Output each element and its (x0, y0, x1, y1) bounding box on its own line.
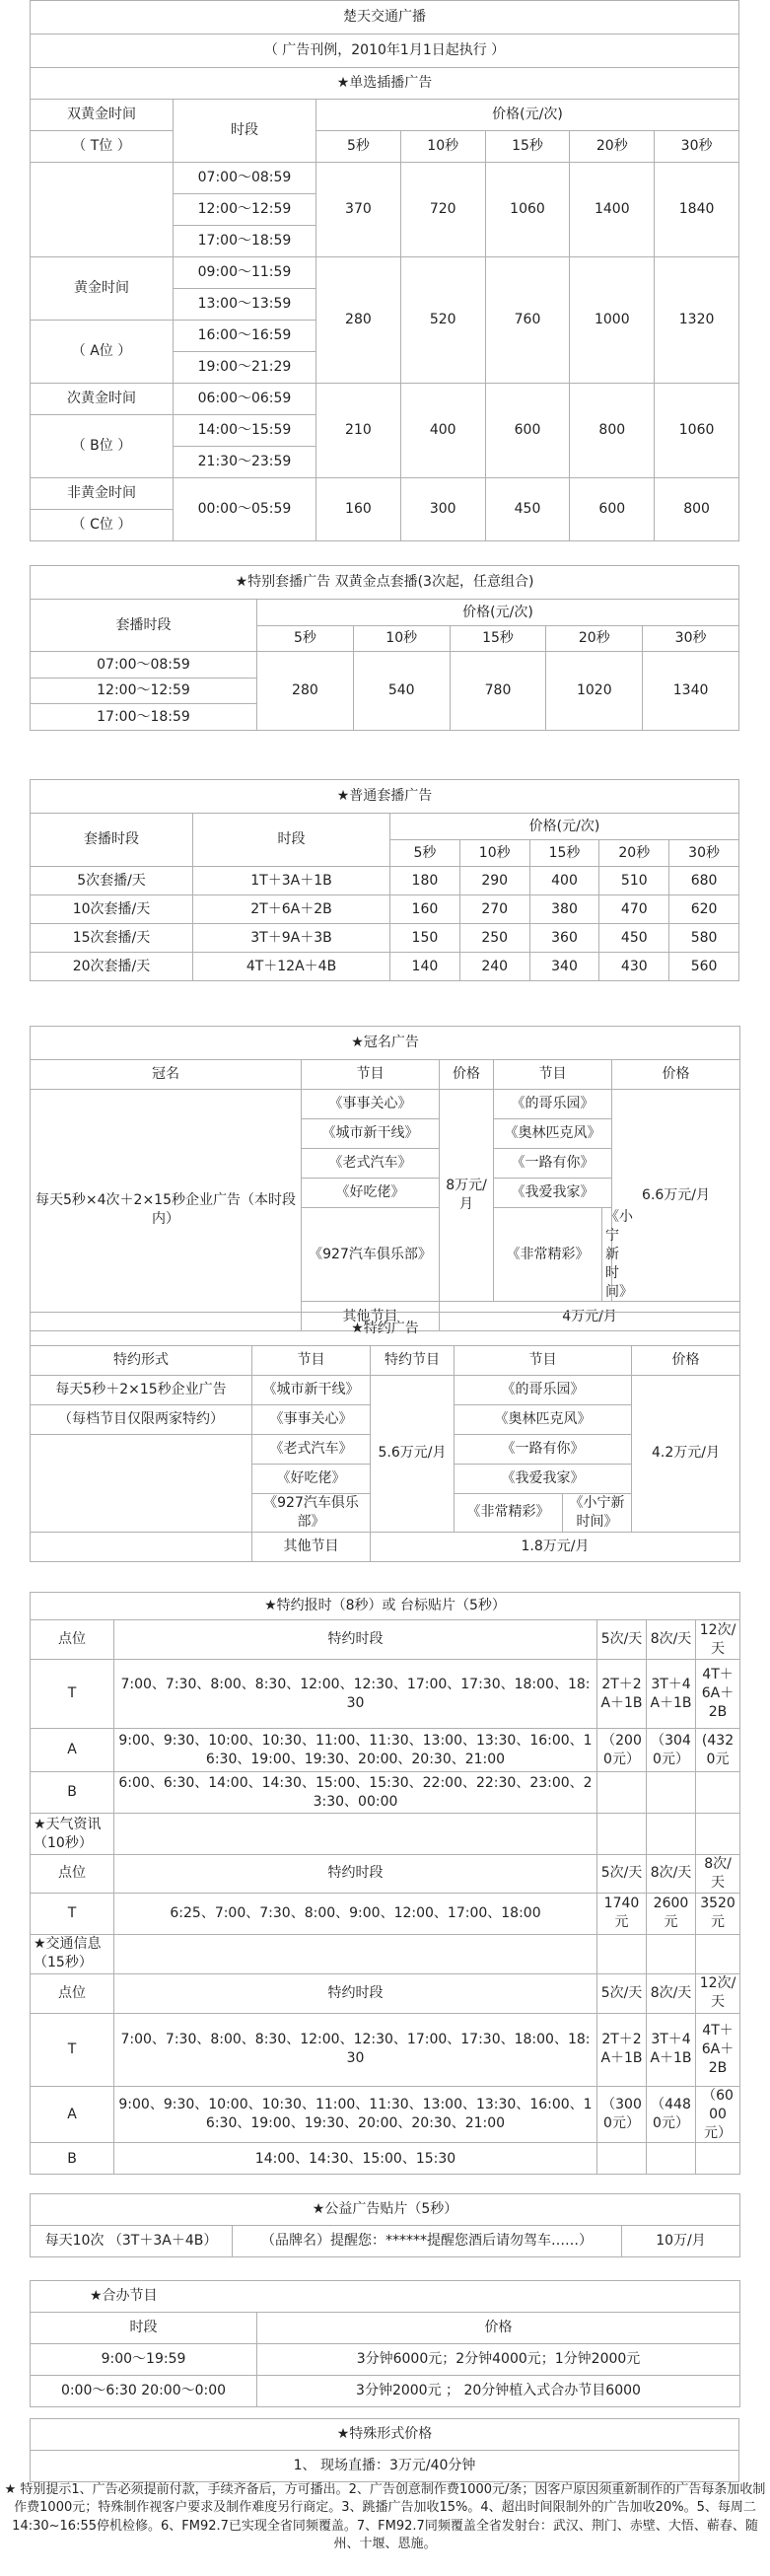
col-5s: 5秒 (390, 840, 460, 867)
table-row (31, 1893, 740, 1934)
blank-cell (647, 1934, 696, 1973)
price-cell: 600 (485, 384, 570, 478)
blank-cell (597, 1772, 647, 1814)
point-cell: B (31, 2143, 114, 2175)
blank-cell (597, 1934, 647, 1973)
price-cell: 560 (669, 953, 739, 981)
price-cell: 210 (316, 384, 401, 478)
table-row (31, 867, 739, 895)
program-name: 《一路有你》 (494, 1149, 612, 1179)
col-12-per-day: 12次/天 (696, 1973, 740, 2013)
set-cell: 20次套播/天 (31, 953, 193, 981)
times-cell: 9:00、9:30、10:00、10:30、11:00、11:30、13:00、13:30、16:00、16:30、19:00、19:30、20:00、20:30、21:00 (114, 2086, 597, 2143)
name-header: 冠名 (31, 1060, 302, 1090)
price-header: 价格(元/次) (390, 814, 739, 840)
sponsor-section (30, 1312, 739, 1562)
price-cell: 240 (459, 953, 529, 981)
package-period-header: 套播时段 (31, 600, 257, 652)
table-row (31, 2086, 740, 2143)
time-slot: 09:00～11:59 (174, 257, 316, 289)
col-15s: 15秒 (529, 840, 599, 867)
public-frequency: 每天10次 （3T＋3A＋4B） (31, 2226, 233, 2257)
col-5s: 5秒 (257, 626, 354, 652)
price-cell: 540 (353, 652, 450, 731)
price-cell: 580 (669, 924, 739, 953)
price-cell: 280 (316, 257, 401, 384)
price-cell: 360 (529, 924, 599, 953)
program-name: 《城市新干线》 (302, 1119, 440, 1149)
period-cell: 9:00～19:59 (31, 2344, 257, 2376)
price-header: 价格 (257, 2313, 740, 2344)
price-b: 4.2万元/月 (632, 1376, 740, 1533)
special-form-title: ★特殊形式价格 (31, 2419, 739, 2451)
col-20s: 20秒 (570, 131, 655, 163)
table-row (31, 924, 739, 953)
normal-package-title: ★普通套播广告 (31, 780, 739, 814)
time-slot: 07:00～08:59 (174, 163, 316, 194)
normal-package-table (30, 779, 739, 981)
price-cell: 140 (390, 953, 460, 981)
price-cell: 3分钟6000元；2分钟4000元；1分钟2000元 (257, 2344, 740, 2376)
single-spot-table (30, 67, 739, 541)
col-20s: 20秒 (546, 626, 643, 652)
sponsor-program-header: 特约节目 (371, 1346, 455, 1376)
program-name: 《奥林匹克风》 (494, 1119, 612, 1149)
crown-title: ★冠名广告 (31, 1027, 740, 1060)
point-header: 点位 (31, 1620, 114, 1660)
group-position: （ A位 ） (31, 321, 174, 384)
price-header: 价格(元/次) (316, 100, 739, 131)
time-report-table (30, 1592, 740, 2175)
point-cell: T (31, 2013, 114, 2086)
price-header: 价格 (632, 1346, 740, 1376)
col-30s: 30秒 (643, 626, 739, 652)
program-name: 《927汽车俱乐部》 (252, 1494, 371, 1533)
other-programs: 其他节目 (302, 1302, 440, 1331)
price-cell: 1060 (655, 384, 739, 478)
combo-cell: 3T＋4A＋1B (647, 1660, 696, 1729)
time-header: 特约时段 (114, 1855, 597, 1894)
col-30s: 30秒 (655, 131, 739, 163)
program-header: 节目 (302, 1060, 440, 1090)
price-cell: （3000元） (597, 2086, 647, 2143)
period-header: 时段 (174, 100, 316, 163)
times-cell: 9:00、9:30、10:00、10:30、11:00、11:30、13:00、13:30、16:00、16:30、19:00、19:30、20:00、20:30、21:00 (114, 1729, 597, 1772)
price-cell: 1740元 (597, 1893, 647, 1934)
crown-section (30, 1026, 739, 1331)
program-name: 《老式汽车》 (252, 1435, 371, 1465)
times-cell: 7:00、7:30、8:00、8:30、12:00、12:30、17:00、17:30、18:00、18:30 (114, 2013, 597, 2086)
price-cell: 520 (400, 257, 485, 384)
sponsor-title: ★特约广告 (31, 1313, 740, 1346)
time-slot: 06:00～06:59 (174, 384, 316, 415)
time-slot: 16:00～16:59 (174, 321, 316, 352)
page-subtitle: （ 广告刊例，2010年1月1日起执行 ） (31, 35, 739, 68)
other-programs: 其他节目 (252, 1532, 371, 1561)
program-name: 《一路有你》 (455, 1435, 632, 1465)
price-cell: 380 (529, 895, 599, 924)
blank-cell (696, 1934, 740, 1973)
gold-header: 双黄金时间 (31, 100, 174, 131)
point-cell: B (31, 1772, 114, 1814)
time-slot: 13:00～13:59 (174, 289, 316, 321)
period-cell: 0:00～6:30 20:00～0:00 (31, 2376, 257, 2407)
time-slot: 12:00～12:59 (31, 679, 257, 704)
combo-cell: 4T＋6A＋2B (696, 2013, 740, 2086)
price-cell: 160 (316, 478, 401, 541)
period-cell: 2T＋6A＋2B (193, 895, 390, 924)
price-cell: 340 (529, 953, 599, 981)
special-form-section (30, 2418, 739, 2482)
price-cell: 400 (529, 867, 599, 895)
combo-cell: 3T＋4A＋1B (647, 2013, 696, 2086)
blank-cell (31, 1435, 252, 1533)
price-cell: 510 (599, 867, 669, 895)
public-content: （品牌名）提醒您：******提醒您酒后请勿驾车……） (233, 2226, 622, 2257)
table-row (31, 2013, 740, 2086)
point-header: 点位 (31, 1973, 114, 2013)
col-12-per-day: 12次/天 (696, 1620, 740, 1660)
live-broadcast-price: 1、 现场直播：3万元/40分钟 (31, 2451, 739, 2482)
form-header: 特约形式 (31, 1346, 252, 1376)
blank-cell (696, 2143, 740, 2175)
time-slot: 07:00～08:59 (31, 652, 257, 679)
times-cell: 14:00、14:30、15:00、15:30 (114, 2143, 597, 2175)
price-cell: 450 (599, 924, 669, 953)
program-name: 《的哥乐园》 (494, 1090, 612, 1119)
price-cell: 800 (570, 384, 655, 478)
price-cell: 800 (655, 478, 739, 541)
table-row (31, 895, 739, 924)
col-5-per-day: 8次/天 (647, 1855, 696, 1894)
col-30s: 30秒 (669, 840, 739, 867)
other-price: 4万元/月 (440, 1302, 740, 1331)
point-cell: T (31, 1660, 114, 1729)
set-cell: 5次套播/天 (31, 867, 193, 895)
program-name: 《好吃佬》 (302, 1179, 440, 1208)
table-row (31, 2376, 740, 2407)
combo-cell: 2T＋2A＋1B (597, 2013, 647, 2086)
weather-title: ★天气资讯（10秒） (31, 1814, 114, 1855)
time-slot: 19:00～21:29 (174, 352, 316, 384)
price-cell: 290 (459, 867, 529, 895)
price-cell: （6000元） (696, 2086, 740, 2143)
time-slot: 00:00～05:59 (174, 478, 316, 541)
price-cell: 3520元 (696, 1893, 740, 1934)
program-name: 《老式汽车》 (302, 1149, 440, 1179)
special-package-title: ★特别套播广告 双黄金点套播(3次起，任意组合) (31, 566, 739, 600)
price-cell: 280 (257, 652, 354, 731)
price-cell: （4480元） (647, 2086, 696, 2143)
program-name: 《的哥乐园》 (455, 1376, 632, 1405)
public-service-table (30, 2193, 740, 2257)
time-slot: 14:00～15:59 (174, 415, 316, 447)
price-cell: 1840 (655, 163, 739, 257)
price-cell: 180 (390, 867, 460, 895)
col-8-per-day: 8次/天 (647, 1620, 696, 1660)
point-cell: A (31, 1729, 114, 1772)
co-host-title: ★合办节目 (31, 2281, 740, 2313)
price-cell: 450 (485, 478, 570, 541)
blank-cell (696, 1772, 740, 1814)
table-row (31, 1772, 740, 1814)
col-10s: 10秒 (459, 840, 529, 867)
program-name: 《事事关心》 (252, 1405, 371, 1435)
crown-table (30, 1026, 740, 1331)
price-cell: （3040元） (647, 1729, 696, 1772)
program-name: 《奥林匹克风》 (455, 1405, 632, 1435)
price-cell: （2000元） (597, 1729, 647, 1772)
time-header: 特约时段 (114, 1973, 597, 2013)
price-cell: 430 (599, 953, 669, 981)
price-header: 价格(元/次) (257, 600, 739, 626)
program-name: 《小宁新时间》 (602, 1208, 612, 1302)
point-cell: A (31, 2086, 114, 2143)
col-5-per-day: 5次/天 (597, 1973, 647, 2013)
price-cell: 300 (400, 478, 485, 541)
price-cell: 3分钟2000元 ； 20分钟植入式合办节目6000 (257, 2376, 740, 2407)
blank-cell (647, 1814, 696, 1855)
table-row (31, 2344, 740, 2376)
blank-cell (114, 1934, 597, 1973)
gold-position: （ T位 ） (31, 131, 174, 163)
time-header: 特约时段 (114, 1620, 597, 1660)
co-host-table (30, 2280, 740, 2407)
time-report-section (30, 1592, 739, 2175)
sponsor-table (30, 1312, 740, 1562)
program-name: 《好吃佬》 (252, 1465, 371, 1494)
co-host-section (30, 2280, 739, 2407)
period-cell: 3T＋9A＋3B (193, 924, 390, 953)
program-name: 《城市新干线》 (252, 1376, 371, 1405)
program-name: 《事事关心》 (302, 1090, 440, 1119)
table-row (31, 953, 739, 981)
normal-package-section (30, 779, 739, 981)
price-cell: 1340 (643, 652, 739, 731)
sponsor-description: 每天5秒＋2×15秒企业广告 (31, 1376, 252, 1405)
time-report-title: ★特约报时（8秒）或 台标贴片（5秒） (31, 1593, 740, 1620)
price-cell: 400 (400, 384, 485, 478)
program-header: 节目 (252, 1346, 371, 1376)
special-form-table (30, 2418, 739, 2482)
table-row (31, 1729, 740, 1772)
program-name: 《927汽车俱乐部》 (302, 1208, 440, 1302)
point-cell: T (31, 1893, 114, 1934)
table-row (31, 1660, 740, 1729)
table-row (31, 2143, 740, 2175)
single-spot-section (30, 67, 739, 541)
price-cell: 780 (450, 652, 546, 731)
single-spot-title: ★单选插播广告 (31, 68, 739, 100)
price-cell: 370 (316, 163, 401, 257)
set-cell: 10次套播/天 (31, 895, 193, 924)
page-title: 楚天交通广播 (31, 1, 739, 35)
col-10s: 10秒 (400, 131, 485, 163)
blank-cell (597, 2143, 647, 2175)
price-cell: 270 (459, 895, 529, 924)
public-service-title: ★公益广告贴片（5秒） (31, 2194, 740, 2226)
col-10s: 10秒 (353, 626, 450, 652)
period-cell: 1T＋3A＋1B (193, 867, 390, 895)
group-name: 黄金时间 (31, 257, 174, 321)
blank-cell (696, 1814, 740, 1855)
combo-cell: 4T＋6A＋2B (696, 1660, 740, 1729)
col-20s: 20秒 (599, 840, 669, 867)
col-8-per-day: 8次/天 (696, 1855, 740, 1894)
blank-cell (597, 1814, 647, 1855)
col-5-per-day: 5次/天 (597, 1620, 647, 1660)
col-3-per-day: 5次/天 (597, 1855, 647, 1894)
program-name: 《小宁新时间》 (563, 1494, 632, 1533)
price-cell: 760 (485, 257, 570, 384)
price-cell: 1400 (570, 163, 655, 257)
set-cell: 15次套播/天 (31, 924, 193, 953)
combo-cell: 2T＋2A＋1B (597, 1660, 647, 1729)
price-b: 6.6万元/月 (612, 1090, 740, 1302)
price-cell: (4320元 (696, 1729, 740, 1772)
price-cell: 680 (669, 867, 739, 895)
crown-description: 每天5秒×4次＋2×15秒企业广告（本时段内） (31, 1090, 302, 1331)
group-name: 次黄金时间 (31, 384, 174, 415)
price-header: 价格 (440, 1060, 494, 1090)
times-cell: 6:25、7:00、7:30、8:00、9:00、12:00、17:00、18:00 (114, 1893, 597, 1934)
col-15s: 15秒 (485, 131, 570, 163)
price-a: 8万元/月 (440, 1090, 494, 1302)
program-name: 《非常精彩》 (455, 1494, 563, 1533)
period-header: 时段 (31, 2313, 257, 2344)
time-slot: 12:00～12:59 (174, 194, 316, 226)
sponsor-note: （每档节目仅限两家特约） (31, 1405, 252, 1435)
special-package-table (30, 565, 739, 731)
program-name: 《我爱我家》 (494, 1179, 612, 1208)
blank-cell (31, 1532, 252, 1561)
price-a: 5.6万元/月 (371, 1376, 455, 1533)
price-cell: 150 (390, 924, 460, 953)
price-cell: 250 (459, 924, 529, 953)
header-block (30, 0, 739, 68)
other-price: 1.8万元/月 (371, 1532, 740, 1561)
times-cell: 6:00、6:30、14:00、14:30、15:00、15:30、22:00、22:30、23:00、23:30、00:00 (114, 1772, 597, 1814)
price-cell: 160 (390, 895, 460, 924)
group-position: （ B位 ） (31, 415, 174, 478)
col-15s: 15秒 (450, 626, 546, 652)
blank-cell (647, 1772, 696, 1814)
program-header: 节目 (494, 1060, 612, 1090)
program-header: 节目 (455, 1346, 632, 1376)
time-slot: 17:00～18:59 (31, 704, 257, 731)
price-cell: 720 (400, 163, 485, 257)
price-cell: 1320 (655, 257, 739, 384)
price-cell: 1060 (485, 163, 570, 257)
period-header: 时段 (193, 814, 390, 867)
set-header: 套播时段 (31, 814, 193, 867)
period-cell: 4T＋12A＋4B (193, 953, 390, 981)
price-cell: 2600元 (647, 1893, 696, 1934)
public-price: 10万/月 (622, 2226, 740, 2257)
group-name (31, 163, 174, 257)
time-slot: 17:00～18:59 (174, 226, 316, 257)
price-header: 价格 (612, 1060, 740, 1090)
program-name: 《非常精彩》 (494, 1208, 602, 1302)
price-cell: 470 (599, 895, 669, 924)
price-cell: 620 (669, 895, 739, 924)
price-cell: 600 (570, 478, 655, 541)
time-slot: 21:30～23:59 (174, 447, 316, 478)
col-5s: 5秒 (316, 131, 401, 163)
footnote: ★ 特别提示1、广告必须提前付款，手续齐备后，方可播出。2、广告创意制作费1000元/条；因客户原因须重新制作的广告每条加收制作费1000元；特殊制作视客户要求及制作难度另行商定。3、跳播广告加收15%。4、超出时间限制外的广告加收20%。5、每周二14:30~16:55停机检修。6、FM92.7已实现全省同频覆盖。7、FM92.7同频覆盖全省发射台：武汉、荆门、赤壁、大悟、蕲春、随州、十堰、恩施。 (4, 2482, 766, 2552)
group-position: （ C位 ） (31, 510, 174, 541)
program-name: 《我爱我家》 (455, 1465, 632, 1494)
col-8-per-day: 8次/天 (647, 1973, 696, 2013)
public-service-section (30, 2193, 739, 2257)
traffic-title: ★交通信息（15秒） (31, 1934, 114, 1973)
price-cell: 1000 (570, 257, 655, 384)
point-header: 点位 (31, 1855, 114, 1894)
blank-cell (114, 1814, 597, 1855)
price-cell: 1020 (546, 652, 643, 731)
blank-cell (647, 2143, 696, 2175)
times-cell: 7:00、7:30、8:00、8:30、12:00、12:30、17:00、17:30、18:00、18:30 (114, 1660, 597, 1729)
special-package-section (30, 565, 739, 731)
group-name: 非黄金时间 (31, 478, 174, 510)
